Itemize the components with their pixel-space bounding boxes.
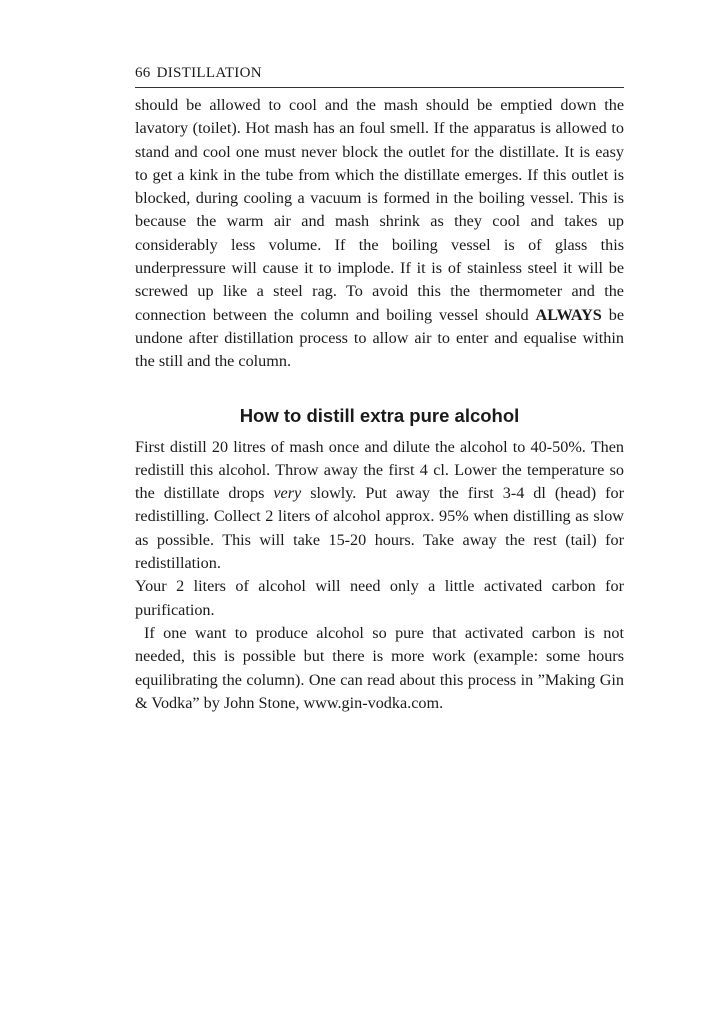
paragraph-further-reading: If one want to produce alcohol so pure that activated carbon is not needed, this is possible but there is more work (example: some hours equilibrating the column). One can read about this process in ”Making Gin & Vodka” by John Stone, www.gin-vodka.com. [135,623,624,712]
paragraph-distill-steps [135,436,624,576]
paragraph-cooling-warning [135,94,624,374]
paragraph-text: slowly. Put away the first 3-4 dl (head) for redistilling. Collect 2 liters of alcohol approx. 95% when distilling as slow as possible. This will take 15-20 hours. Take away the rest (tail) for redistillation. [135,484,624,573]
section-heading: How to distill extra pure alcohol [239,404,520,426]
chapter-title: DISTILLATION [156,65,262,81]
emphasis-very: very [273,484,302,503]
running-head [135,64,624,88]
book-page [135,64,624,715]
emphasis-always: ALWAYS [535,305,602,324]
paragraph-text: First distill 20 litres of mash once and dilute the alcohol to 40-50%. Then redistill this alcohol. Throw away the first 4 cl. Lower the temperature so the distillate drops [135,437,624,503]
paragraph-carbon: Your 2 liters of alcohol will need only a little activated carbon for purification. [135,577,624,619]
paragraph-text: be undone after distillation process to allow air to enter and equalise within the still and the column. [135,305,624,371]
page-number: 66 [135,65,151,81]
paragraph-text: should be allowed to cool and the mash should be emptied down the lavatory (toilet). Hot mash has an foul smell. If the apparatus is allowed to stand and cool one must never block the outlet for the distillate. It is easy to get a kink in the tube from which the distillate emerges. If this outlet is blocked, during cooling a vacuum is formed in the boiling vessel. This is because the warm air and mash shrink as they cool and takes up considerably less volume. If the boiling vessel is of glass this underpressure will cause it to implode. If it is of stainless steel it will be screwed up like a steel rag. To avoid this the thermometer and the connection between the column and boiling vessel should [135,96,624,324]
